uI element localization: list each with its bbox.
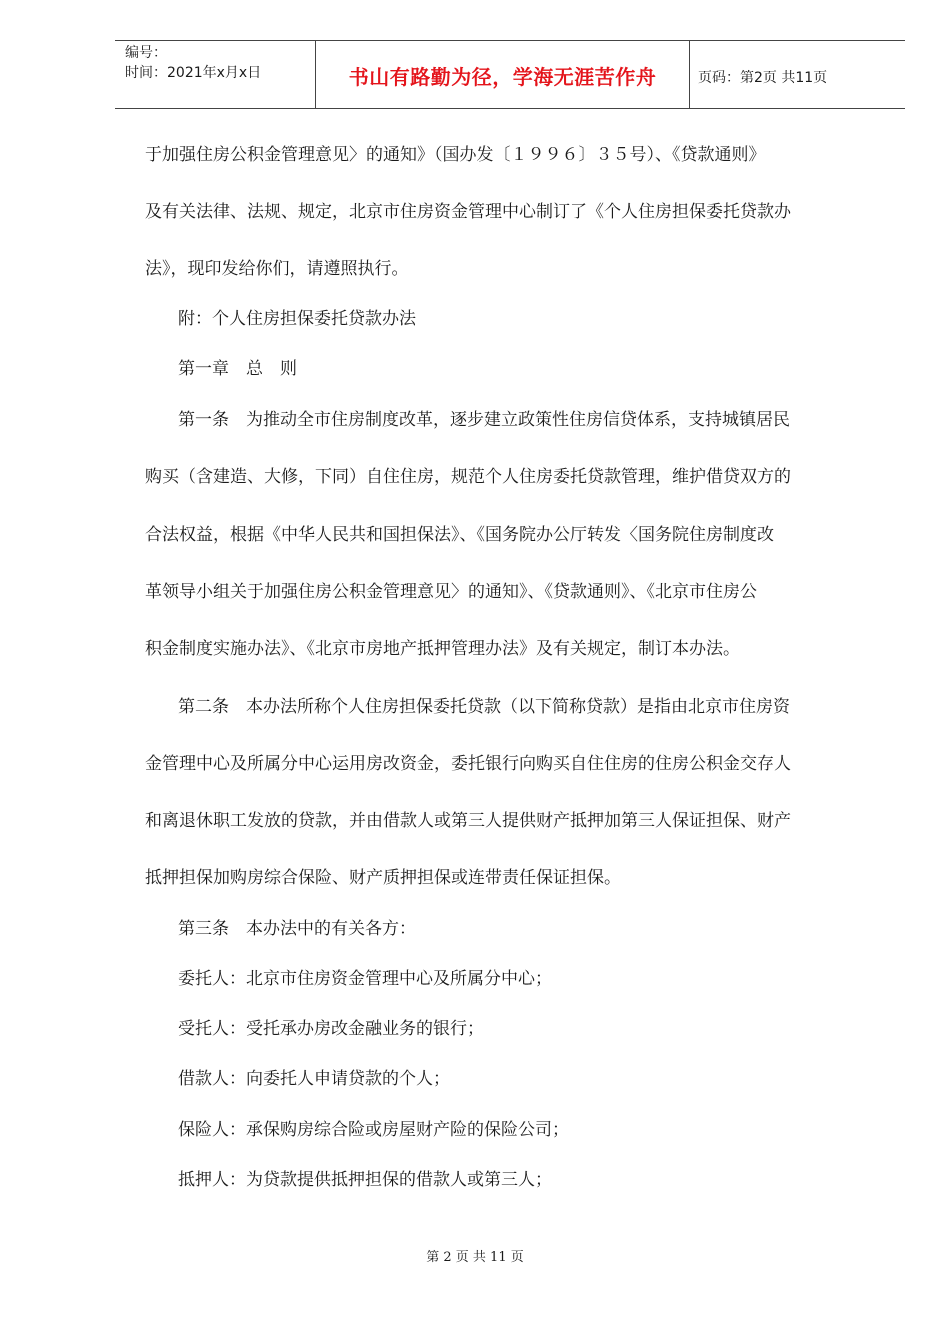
header-page-cell [690,41,905,108]
body-line: 法》，现印发给你们，请遵照执行。 [145,259,409,279]
body-line: 于加强住房公积金管理意见〉的通知》（国办发〔１９９６〕３５号）、《贷款通则》 [145,145,766,165]
body-line: 第三条 本办法中的有关各方： [178,919,416,939]
time-label: 时间：2021年x月x日 [125,65,262,81]
document-header [115,40,905,109]
body-line: 受托人：受托承办房改金融业务的银行； [178,1019,484,1039]
body-line: 抵押担保加购房综合保险、财产质押担保或连带责任保证担保。 [145,868,621,888]
body-line: 合法权益，根据《中华人民共和国担保法》、《国务院办公厅转发〈国务院住房制度改 [145,525,774,545]
page-footer: 第 2 页 共 11 页 [426,1250,524,1265]
body-line: 积金制度实施办法》、《北京市房地产抵押管理办法》及有关规定，制订本办法。 [145,639,740,659]
attachment-line: 附：个人住房担保委托贷款办法 [178,309,416,329]
chapter-heading: 第一章 总 则 [178,359,297,379]
body-line: 第一条 为推动全市住房制度改革，逐步建立政策性住房信贷体系，支持城镇居民 [178,410,790,430]
serial-label: 编号： [125,45,167,61]
body-line: 借款人：向委托人申请贷款的个人； [178,1069,450,1089]
header-meta-cell [115,41,316,108]
header-motto-cell [316,41,690,108]
body-line: 委托人：北京市住房资金管理中心及所属分中心； [178,969,552,989]
header-page-number: 页码：第2页 共11页 [698,70,828,86]
motto: 书山有路勤为径，学海无涯苦作舟 [348,65,657,89]
body-line: 第二条 本办法所称个人住房担保委托贷款（以下简称贷款）是指由北京市住房资 [178,697,790,717]
body-line: 革领导小组关于加强住房公积金管理意见〉的通知》、《贷款通则》、《北京市住房公 [145,582,757,602]
body-line: 抵押人：为贷款提供抵押担保的借款人或第三人； [178,1170,552,1190]
body-line: 金管理中心及所属分中心运用房改资金，委托银行向购买自住住房的住房公积金交存人 [145,754,791,774]
body-line: 和离退休职工发放的贷款，并由借款人或第三人提供财产抵押加第三人保证担保、财产 [145,811,791,831]
body-line: 及有关法律、法规、规定，北京市住房资金管理中心制订了《个人住房担保委托贷款办 [145,202,791,222]
body-line: 保险人：承保购房综合险或房屋财产险的保险公司； [178,1120,569,1140]
body-line: 购买（含建造、大修，下同）自住住房，规范个人住房委托贷款管理，维护借贷双方的 [145,467,791,487]
